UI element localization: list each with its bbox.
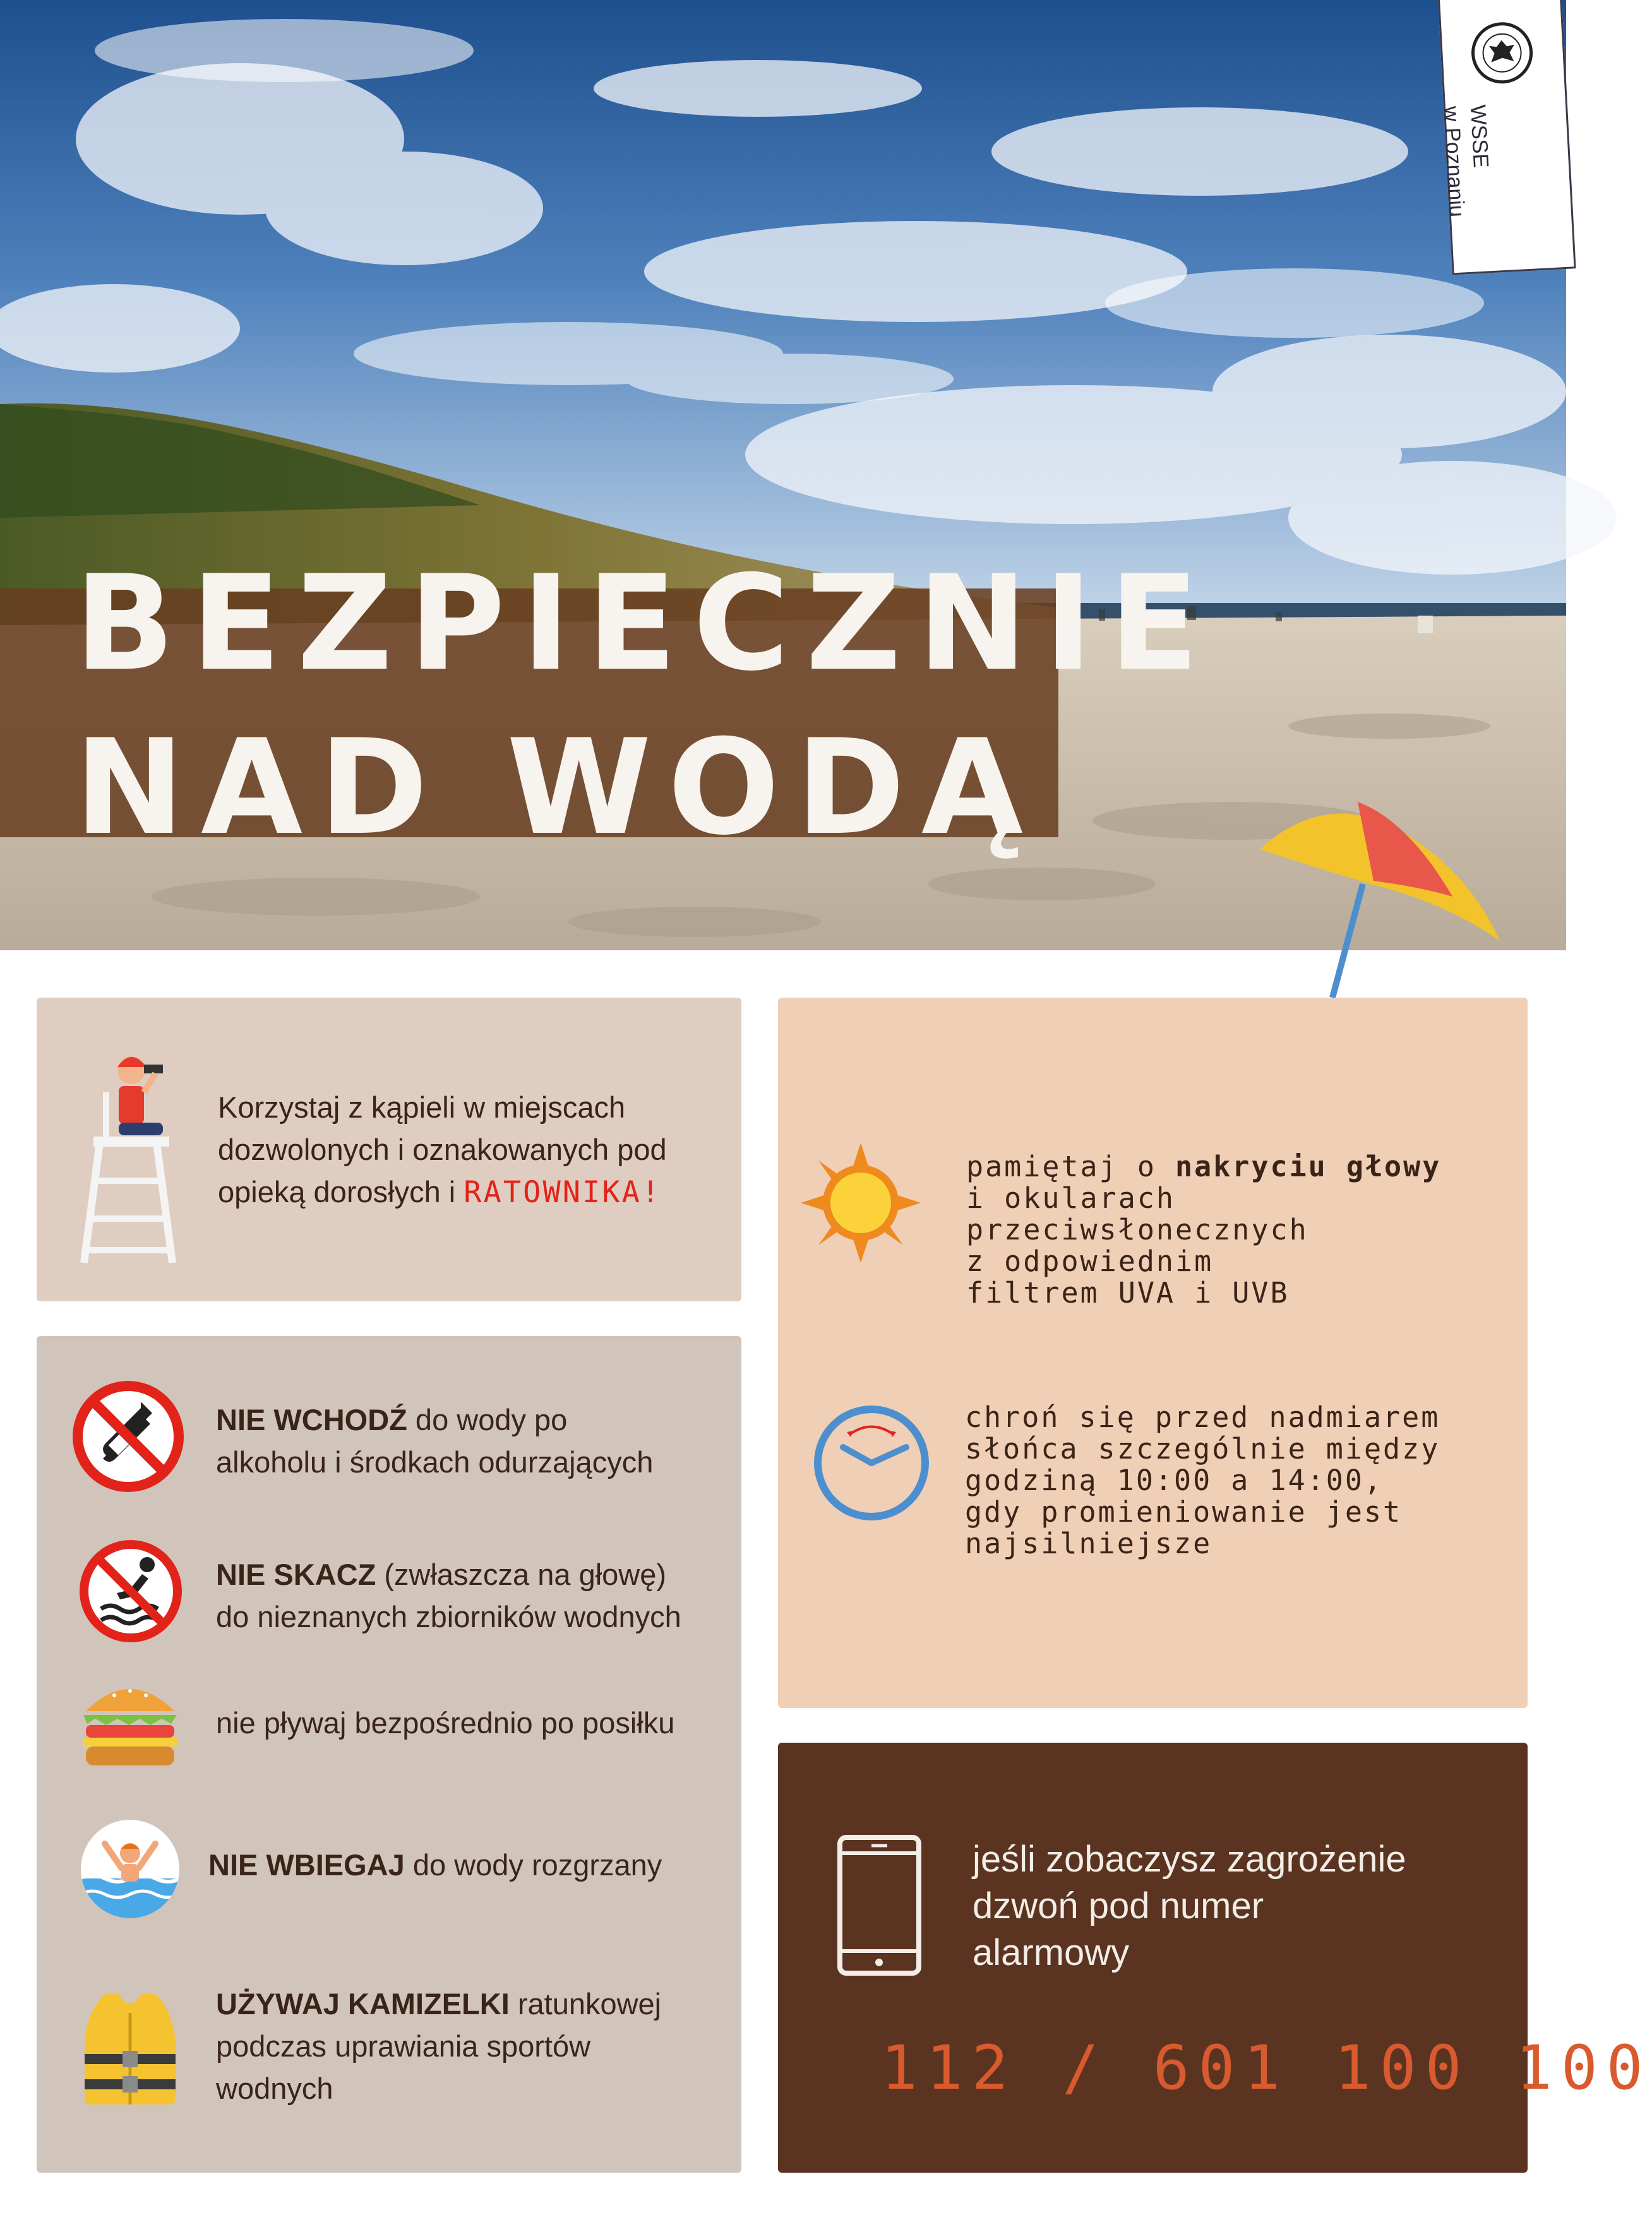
rule-no-alcohol-rest: do wody po [407,1403,568,1436]
sun-icon [801,1143,921,1263]
rule-life-vest [216,1983,734,2110]
lifeguard-text-line-3 [218,1171,723,1214]
rule-life-vest-line-2: podczas uprawiania sportów [216,2029,591,2063]
lifeguard-text-line-1: Korzystaj z kąpieli w miejscach [218,1090,626,1124]
poster-title-line-2: NAD WODĄ [75,712,1040,864]
poster-title-line-1: BEZPIECZNIE [75,547,1216,700]
swimmer-icon [80,1818,181,1919]
sun-protection-panel [778,998,1528,1708]
wsse-logo-tag [1437,0,1576,275]
rule-no-running-in [208,1844,726,1886]
rule-life-vest-line-1 [216,1983,734,2025]
lifeguard-tower-icon [81,1042,182,1263]
emergency-text-line-1: jeśli zobaczysz zagrożenie [973,1839,1406,1880]
rule-no-swim-after-meal-line-1: nie pływaj bezpośrednio po posiłku [216,1706,675,1740]
rule-no-running-in-line-1 [208,1844,726,1886]
burger-icon [80,1673,181,1768]
no-diving-icon [79,1539,183,1644]
lifeguard-text [218,1086,723,1214]
clock-text-line-2: słońca szczególnie między [965,1432,1440,1466]
rule-no-diving-line-2: do nieznanych zbiorników wodnych [216,1600,681,1633]
lifeguard-text-prefix: opieką dorosłych i [218,1175,464,1209]
clock-text-line-5: najsilniejsze [965,1527,1212,1560]
rule-no-running-in-rest: do wody rozgrzany [404,1848,662,1882]
rule-life-vest-bold: UŻYWAJ KAMIZELKI [216,1987,510,2021]
sun-text-bold: nakryciu głowy [1175,1150,1442,1183]
rule-no-diving [216,1553,734,1638]
sun-text-line-1 [966,1151,1522,1183]
logo-caption [1438,104,1499,258]
clock-text-line-4: gdy promieniowanie jest [965,1495,1403,1529]
clock-icon [811,1403,931,1523]
life-vest-icon [80,1988,181,2108]
clock-text-line-3: godziną 10:00 a 14:00, [965,1464,1384,1497]
rule-no-alcohol [216,1399,721,1483]
sun-text-line-4: filtrem UVA i UVB [966,1276,1290,1310]
logo-line-1: WSSE [1465,104,1493,169]
sun-headwear-text [966,1151,1522,1309]
smartphone-icon [837,1834,922,1976]
emergency-text [973,1836,1490,1976]
sun-text-line-2: i okularach przeciwsłonecznych [966,1181,1308,1246]
rule-life-vest-rest: ratunkowej [509,1987,662,2021]
clock-text-line-1: chroń się przed nadmiarem [965,1400,1440,1434]
rule-no-diving-rest: (zwłaszcza na głowę) [376,1558,667,1591]
rule-life-vest-line-3: wodnych [216,2072,333,2105]
rule-no-diving-bold: NIE SKACZ [216,1558,376,1591]
sanitary-inspection-seal [1469,20,1535,86]
emergency-text-line-2: dzwoń pod numer [973,1885,1264,1926]
rule-no-alcohol-line-1 [216,1399,721,1441]
rule-no-swim-after-meal [216,1702,734,1744]
midday-sun-text [965,1402,1521,1560]
no-alcohol-icon [71,1380,185,1493]
sun-text-prefix: pamiętaj o [966,1150,1176,1183]
rule-no-alcohol-bold: NIE WCHODŹ [216,1403,407,1436]
logo-line-2: w Poznaniu [1439,105,1469,218]
rule-no-alcohol-line-2: alkoholu i środkach odurzających [216,1445,654,1479]
lifeguard-text-line-2: dozwolonych i oznakowanych pod [218,1133,667,1166]
emergency-number: 112 / 601 100 100 [881,2033,1652,2103]
lifeguard-highlight: RATOWNIKA! [464,1175,662,1210]
sun-text-line-3: z odpowiednim [966,1245,1214,1278]
rule-no-running-in-bold: NIE WBIEGAJ [208,1848,405,1882]
emergency-text-line-3: alarmowy [973,1932,1130,1973]
rule-no-diving-line-1 [216,1553,734,1596]
